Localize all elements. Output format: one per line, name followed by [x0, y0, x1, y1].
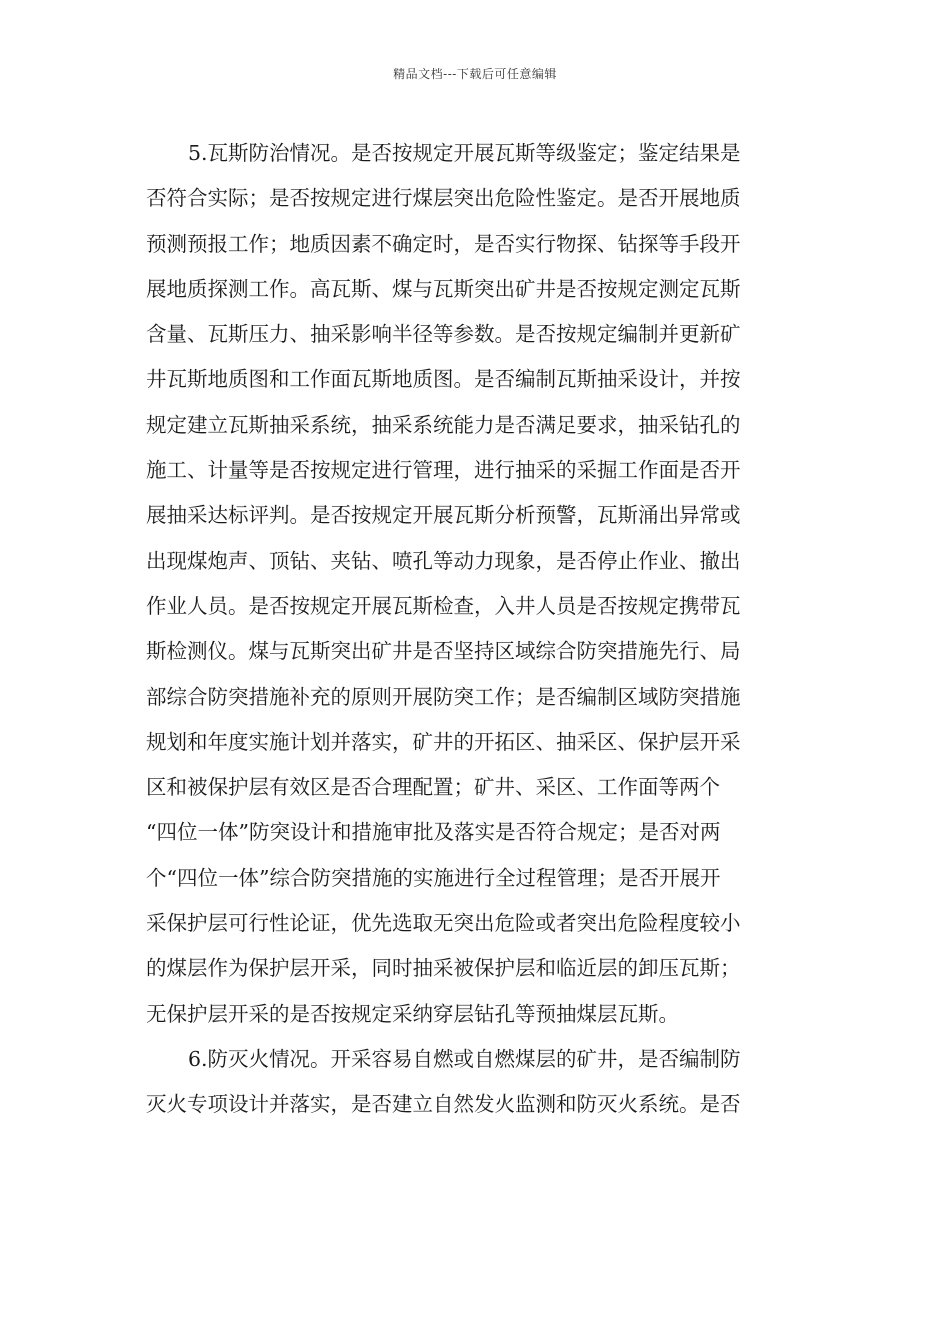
paragraph-5-line-4: 展地质探测工作。高瓦斯、煤与瓦斯突出矿井是否按规定测定瓦斯: [146, 276, 741, 301]
document-body: [146, 131, 808, 1128]
paragraph-5-line-11: 作业人员。是否按规定开展瓦斯检查，入井人员是否按规定携带瓦: [146, 593, 741, 618]
page-header: 精品文档---下载后可任意编辑: [393, 67, 557, 81]
paragraph-5-line-2: 否符合实际；是否按规定进行煤层突出危险性鉴定。是否开展地质: [146, 186, 741, 211]
paragraph-5-line-15: 区和被保护层有效区是否合理配置；矿井、采区、工作面等两个: [146, 775, 720, 800]
paragraph-5-line-13: 部综合防突措施补充的原则开展防突工作；是否编制区域防突措施: [146, 684, 741, 709]
paragraph-5-line-9: 展抽采达标评判。是否按规定开展瓦斯分析预警，瓦斯涌出异常或: [146, 503, 741, 528]
paragraph-5-line-16: “四位一体”防突设计和措施审批及落实是否符合规定；是否对两: [146, 820, 721, 845]
paragraph-6-line-2: 灭火专项设计并落实，是否建立自然发火监测和防灭火系统。是否: [146, 1092, 741, 1117]
paragraph-5-line-14: 规划和年度实施计划并落实，矿井的开拓区、抽采区、保护层开采: [146, 729, 741, 754]
paragraph-5-line-20: 无保护层开采的是否按规定采纳穿层钻孔等预抽煤层瓦斯。: [146, 1001, 679, 1026]
paragraph-5-line-1: 5.瓦斯防治情况。是否按规定开展瓦斯等级鉴定；鉴定结果是: [188, 141, 741, 165]
paragraph-5-line-10: 出现煤炮声、顶钻、夹钻、喷孔等动力现象，是否停止作业、撤出: [146, 548, 741, 573]
paragraph-5-line-5: 含量、瓦斯压力、抽采影响半径等参数。是否按规定编制并更新矿: [146, 322, 741, 347]
paragraph-5-line-19: 的煤层作为保护层开采，同时抽采被保护层和临近层的卸压瓦斯；: [146, 956, 741, 981]
paragraph-5-line-7: 规定建立瓦斯抽采系统，抽采系统能力是否满足要求，抽采钻孔的: [146, 412, 741, 437]
paragraph-5-line-17: 个“四位一体”综合防突措施的实施进行全过程管理；是否开展开: [146, 865, 721, 890]
paragraph-5-line-8: 施工、计量等是否按规定进行管理，进行抽采的采掘工作面是否开: [146, 458, 741, 483]
paragraph-5-line-18: 采保护层可行性论证，优先选取无突出危险或者突出危险程度较小: [146, 911, 741, 936]
paragraph-5-line-3: 预测预报工作；地质因素不确定时，是否实行物探、钻探等手段开: [146, 231, 741, 256]
paragraph-5-line-6: 井瓦斯地质图和工作面瓦斯地质图。是否编制瓦斯抽采设计，并按: [146, 367, 741, 392]
paragraph-5-line-12: 斯检测仪。煤与瓦斯突出矿井是否坚持区域综合防突措施先行、局: [146, 639, 741, 664]
paragraph-6-line-1: 6.防灭火情况。开采容易自燃或自燃煤层的矿井，是否编制防: [188, 1046, 741, 1071]
